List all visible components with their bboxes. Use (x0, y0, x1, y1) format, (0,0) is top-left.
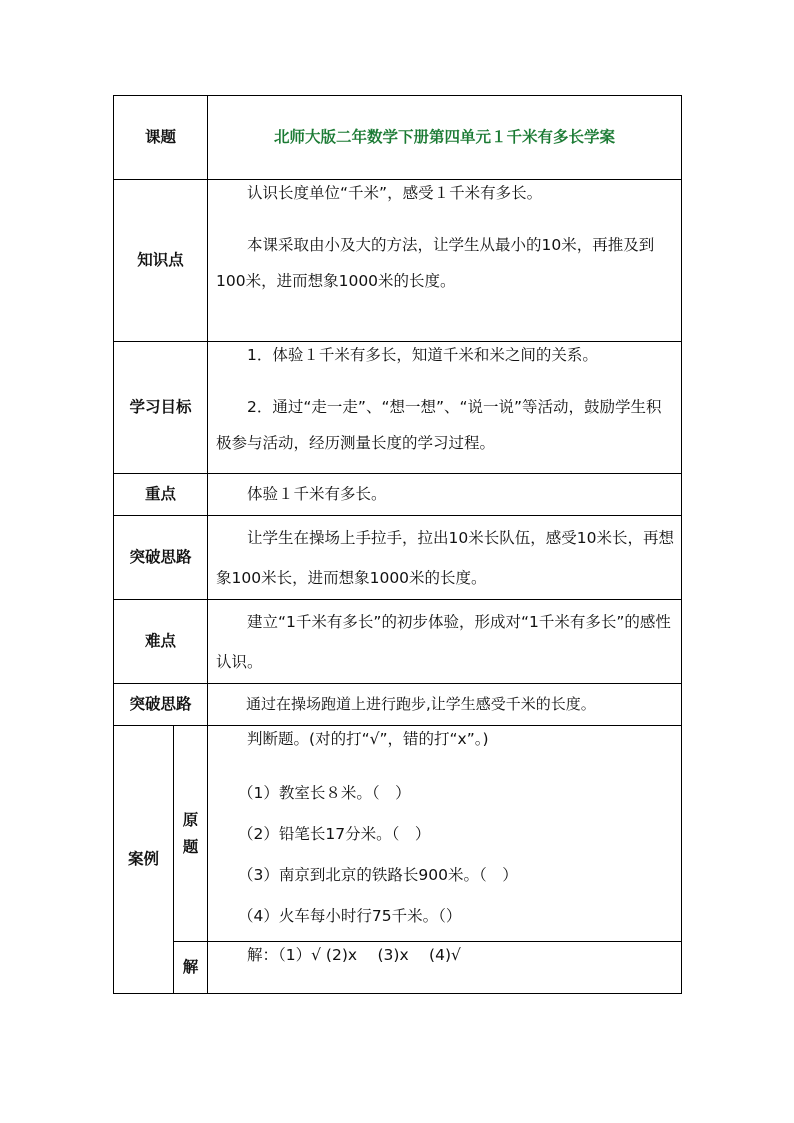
difficulty-row (114, 600, 682, 684)
knowledge-paragraph-2: 本课采取由小及大的方法，让学生从最小的10米，再推及到100米，进而想象1000米的长度。 (216, 236, 655, 290)
breakthrough-1-label: 突破思路 (114, 516, 208, 600)
key-point-content (208, 474, 682, 516)
breakthrough-2-row (114, 684, 682, 726)
case-answer-row (114, 942, 682, 994)
document-title: 北师大版二年数学下册第四单元１千米有多长学案 (208, 96, 682, 180)
breakthrough-2-content (208, 684, 682, 726)
breakthrough-2-text: 通过在操场跑道上进行跑步,让学生感受千米的长度。 (246, 695, 596, 713)
question-item-1: （1）教室长８米。（ ） (238, 784, 411, 802)
difficulty-content (208, 600, 682, 684)
answer-label: 解 (174, 942, 208, 994)
goals-content (208, 342, 682, 474)
goals-label: 学习目标 (114, 342, 208, 474)
breakthrough-1-content (208, 516, 682, 600)
case-question-content (208, 726, 682, 942)
knowledge-paragraph-1: 认识长度单位“千米”，感受１千米有多长。 (247, 184, 543, 202)
answer-text: 解：（1）√ (2)x (3)x (4)√ (247, 946, 461, 964)
question-label-char-1: 原 (182, 810, 199, 829)
key-point-row (114, 474, 682, 516)
breakthrough-2-label: 突破思路 (114, 684, 208, 726)
breakthrough-1-text: 让学生在操场上手拉手，拉出10米长队伍，感受10米长，再想象100米长，进而想象1000米的长度。 (216, 528, 674, 587)
title-label: 课题 (114, 96, 208, 180)
difficulty-text: 建立“1千米有多长”的初步体验，形成对“1千米有多长”的感性认识。 (216, 612, 671, 671)
goals-row (114, 342, 682, 474)
key-point-label: 重点 (114, 474, 208, 516)
question-label (174, 726, 208, 942)
question-label-char-2: 题 (182, 837, 199, 856)
knowledge-content (208, 180, 682, 342)
case-question-row (114, 726, 682, 942)
question-item-3: （3）南京到北京的铁路长900米。（ ） (238, 866, 518, 884)
question-item-2: （2）铅笔长17分米。（ ） (238, 825, 431, 843)
knowledge-label: 知识点 (114, 180, 208, 342)
knowledge-row (114, 180, 682, 342)
lesson-plan-table (113, 95, 682, 994)
title-row (114, 96, 682, 180)
goal-1: 1．体验１千米有多长，知道千米和米之间的关系。 (247, 346, 598, 364)
key-point-text: 体验１千米有多长。 (247, 485, 387, 503)
difficulty-label: 难点 (114, 600, 208, 684)
goal-2: 2．通过“走一走”、“想一想”、“说一说”等活动，鼓励学生积极参与活动，经历测量长度的学习过程。 (216, 398, 662, 452)
breakthrough-1-row (114, 516, 682, 600)
question-item-4: （4）火车每小时行75千米。（） (238, 907, 462, 925)
answer-content (208, 942, 682, 994)
case-label: 案例 (114, 726, 174, 994)
question-intro: 判断题。(对的打“√”，错的打“x”。) (247, 730, 489, 748)
